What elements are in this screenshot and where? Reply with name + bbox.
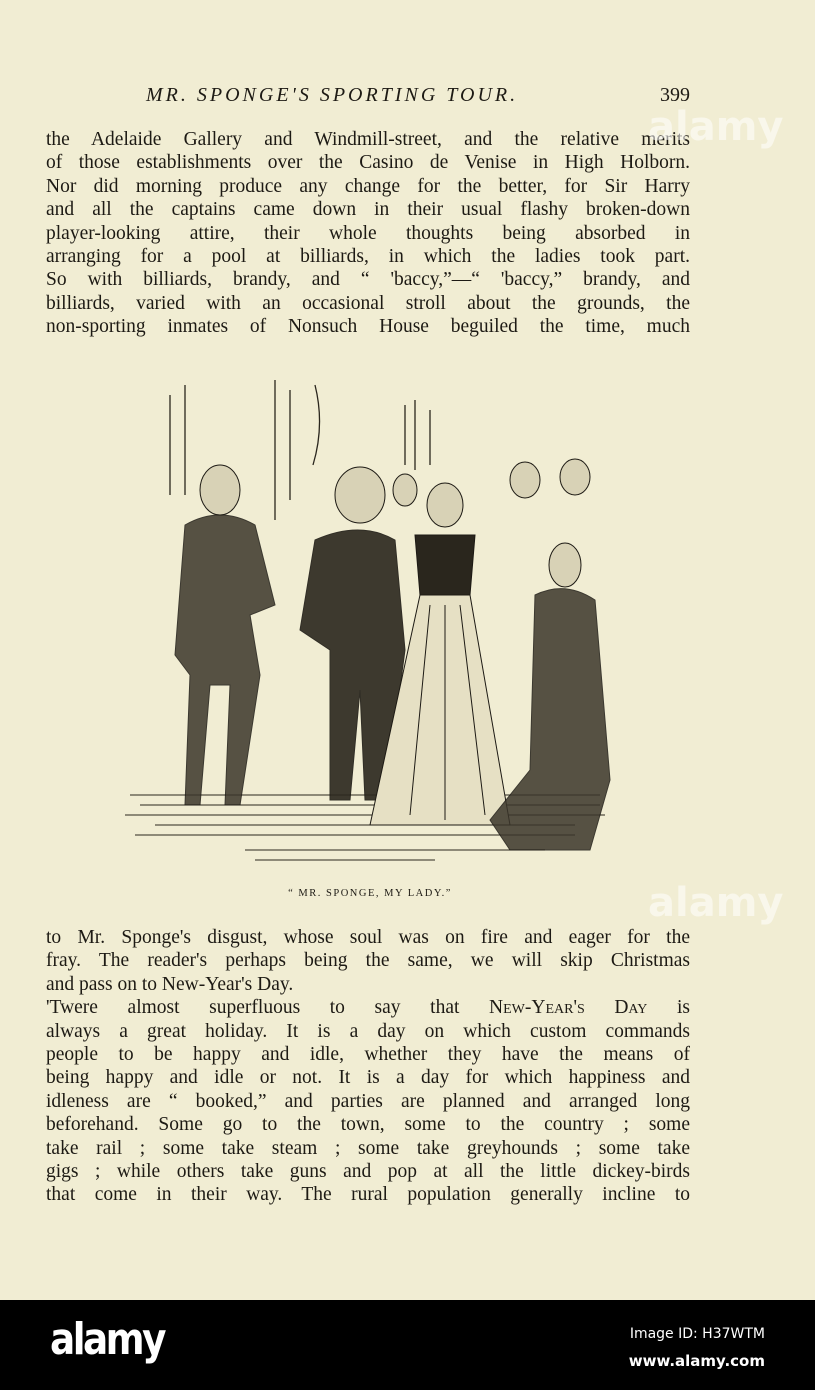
text-segment: is — [647, 997, 690, 1019]
text-line: gigs ; while others take guns and pop at all the little dickey-birds — [46, 1160, 690, 1182]
page-number: 399 — [660, 84, 690, 106]
site-url: www.alamy.com — [628, 1352, 765, 1370]
engraving-illustration — [115, 365, 620, 880]
text-line: and pass on to New-Year's Day. — [46, 973, 294, 995]
figure-kneeling-man — [490, 543, 610, 850]
text-line: beforehand. Some go to the town, some to the country ; some — [46, 1114, 690, 1136]
figures-background — [393, 459, 590, 506]
alamy-logo: alamy — [50, 1314, 164, 1365]
running-header — [46, 84, 690, 110]
paragraph-bottom — [46, 926, 690, 1207]
text-line: So with billiards, brandy, and “ 'baccy,”—“ 'baccy,” brandy, and — [46, 269, 690, 291]
paragraph-top — [46, 128, 690, 339]
watermark: alamy — [648, 104, 784, 150]
text-line: arranging for a pool at billiards, in which the ladies took part. — [46, 245, 690, 267]
text-line: being happy and idle or not. It is a day for which happiness and — [46, 1067, 690, 1089]
text-line: take rail ; some take steam ; some take greyhounds ; some take — [46, 1137, 690, 1159]
watermark: alamy — [648, 880, 784, 926]
text-line: to Mr. Sponge's disgust, whose soul was on fire and eager for the — [46, 927, 690, 948]
text-line: people to be happy and idle, whether they have the means of — [46, 1043, 690, 1065]
illustration-caption: “ MR. SPONGE, MY LADY.” — [288, 888, 452, 899]
alamy-footer-bar — [0, 1300, 815, 1390]
text-line: player-looking attire, their whole thoughts being absorbed in — [46, 222, 690, 244]
text-line: always a great holiday. It is a day on which custom commands — [46, 1020, 690, 1042]
text-line: and all the captains came down in their usual flashy broken-down — [46, 199, 690, 221]
figure-left-man — [175, 465, 275, 805]
text-line: billiards, varied with an occasional stroll about the grounds, the — [46, 292, 690, 314]
text-line — [46, 996, 690, 1019]
text-segment: 'Twere almost superfluous to say that — [46, 997, 490, 1019]
text-line: that come in their way. The rural population generally incline to — [46, 1184, 690, 1206]
text-line: non-sporting inmates of Nonsuch House beguiled the time, much — [46, 316, 690, 338]
text-line: idleness are “ booked,” and parties are planned and arranged long — [46, 1090, 690, 1112]
small-caps-text: New-Year's Day — [489, 997, 648, 1019]
running-title: MR. SPONGE'S SPORTING TOUR. — [146, 84, 519, 106]
text-line: of those establishments over the Casino de Venise in High Holborn. — [46, 152, 690, 174]
image-id: Image ID: H37WTM — [629, 1326, 765, 1342]
text-line: fray. The reader's perhaps being the same, we will skip Christmas — [46, 950, 690, 972]
text-line: the Adelaide Gallery and Windmill-street, and the relative merits — [46, 129, 690, 150]
text-line: Nor did morning produce any change for the better, for Sir Harry — [46, 175, 690, 197]
